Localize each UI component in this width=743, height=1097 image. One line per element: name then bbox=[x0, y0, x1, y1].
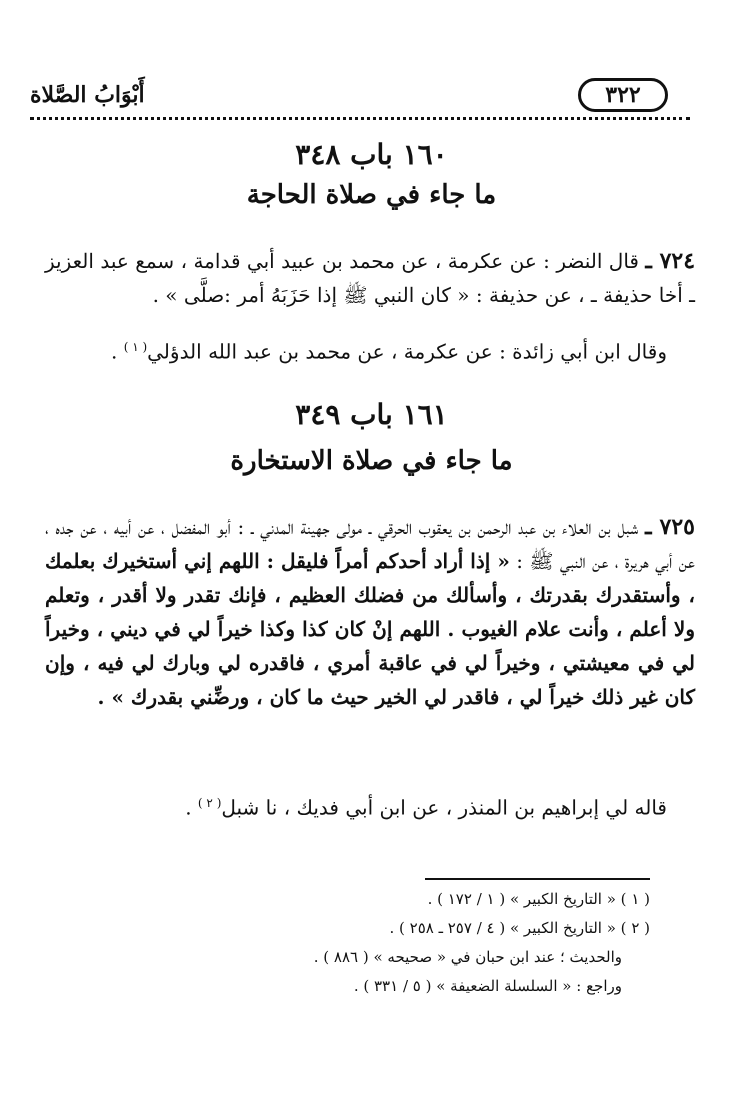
footnote: ( ٢ ) « التاريخ الكبير » ( ٤ / ٢٥٧ ـ ٢٥٨ ) . bbox=[389, 919, 650, 937]
hadith-number: ٧٢٥ ـ bbox=[645, 514, 695, 540]
hadith-text: قال النضر : عن عكرمة ، عن محمد بن عبيد أبي قدامة ، سمع عبد العزيز ـ أخا حذيفة ـ ، عن حذيفة : « كان النبي ﷺ إذا حَزَبَهُ أمر :صلَّى » . bbox=[45, 249, 695, 307]
hadith-paragraph bbox=[45, 510, 695, 714]
footnotes bbox=[60, 885, 650, 1001]
sentence-end: . bbox=[185, 795, 198, 820]
running-title: أَبْوَابُ الصَّلاة bbox=[30, 82, 145, 108]
footnote: ( ١ ) « التاريخ الكبير » ( ١ / ١٧٢ ) . bbox=[427, 890, 650, 908]
hadith-number: ٧٢٤ ـ bbox=[645, 248, 696, 274]
footnote: والحديث ؛ عند ابن حبان في « صحيحه » ( ٨٨٦ ) . bbox=[313, 948, 622, 966]
header-divider bbox=[30, 117, 690, 120]
narration-paragraph bbox=[45, 786, 695, 825]
page-number: ٣٢٢ bbox=[578, 78, 668, 112]
hadith-chain: شبل بن العلاء بن عبد الرحمن بن يعقوب الحرقي ـ مولى جهينة المدني ـ : أبو المفضل ، عن أبيه ، عن جده ، عن أبي هريرة ، عن النبي ﷺ : bbox=[45, 515, 696, 573]
chapter-title: ما جاء في صلاة الحاجة bbox=[246, 180, 497, 210]
sentence-end: . bbox=[110, 339, 124, 364]
chapter-heading: ١٦١ باب ٣٤٩ bbox=[295, 398, 448, 431]
footnote: وراجع : « السلسلة الضعيفة » ( ٥ / ٣٣١ ) . bbox=[353, 977, 622, 995]
narration-paragraph bbox=[45, 330, 695, 369]
hadith-matn: « إذا أراد أحدكم أمراً فليقل : اللهم إني أستخيرك بعلمك ، وأستقدرك بقدرتك ، وأسألك من فضلك العظيم ، فإنك تقدر ولا أقدر ، وتعلم ولا أعلم ، وأنت علام الغيوب . اللهم إنْ كان كذا وكذا خيراً لي في ديني ، وخيراً لي في معيشتي ، وخيراً لي في عاقبة أمري ، فاقدره لي وبارك لي فيه ، وإن كان غير ذلك خيراً لي ، فاقدر لي الخير حيث ما كان ، ورضِّني بقدرك » . bbox=[45, 549, 695, 709]
chapter-heading: ١٦٠ باب ٣٤٨ bbox=[295, 138, 448, 171]
footnote-ref: ( ١ ) bbox=[123, 340, 148, 354]
narration-text: قاله لي إبراهيم بن المنذر ، عن ابن أبي فديك ، نا شبل bbox=[221, 795, 667, 820]
page-header bbox=[30, 78, 690, 118]
narration-text: وقال ابن أبي زائدة : عن عكرمة ، عن محمد بن عبد الله الدؤلي bbox=[147, 339, 667, 364]
footnote-divider bbox=[425, 878, 650, 880]
footnote-ref: ( ٢ ) bbox=[197, 796, 222, 810]
chapter-title: ما جاء في صلاة الاستخارة bbox=[230, 446, 513, 476]
hadith-paragraph bbox=[45, 244, 695, 312]
